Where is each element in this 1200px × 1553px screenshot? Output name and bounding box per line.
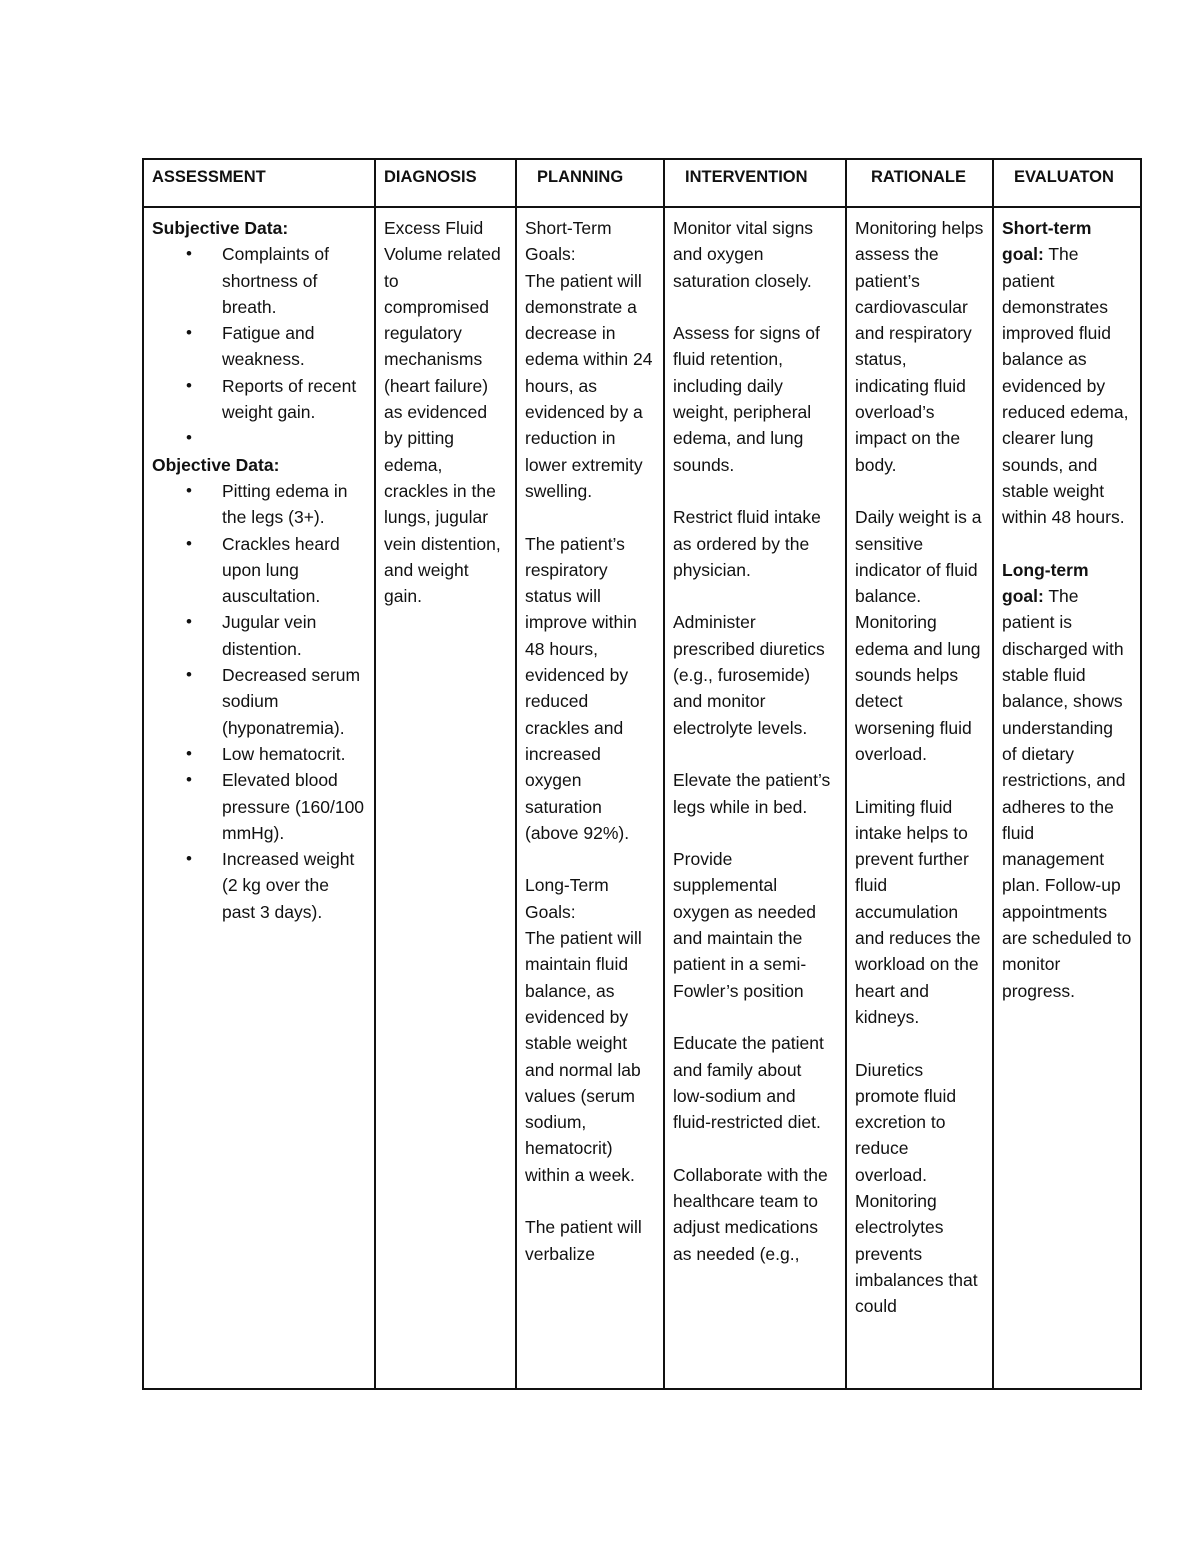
evaluation-long-term-label: Long-term goal: (1002, 559, 1089, 607)
rationale-item: Daily weight is a sensitive indicator of fluid balance. Monitoring edema and lung sounds helps detect worsening fluid overload. (855, 507, 982, 764)
header-assessment: ASSESSMENT (143, 159, 375, 207)
list-item: • Crackles heard upon lung auscultation. (222, 531, 366, 610)
evaluation-short-term-text: The patient demonstrates improved fluid balance as evidenced by reduced edema, clearer lung sounds, and stable weight within 48 hours. (1002, 244, 1129, 528)
evaluation-cell (993, 207, 1141, 1389)
header-row (143, 159, 1141, 207)
rationale-item: Limiting fluid intake helps to prevent further fluid accumulation and reduces the workload on the heart and kidneys. (855, 796, 981, 1027)
long-term-goal-1: The patient will maintain fluid balance, as evidenced by stable weight and normal lab values (serum sodium, hematocrit) within a week. (525, 928, 642, 1185)
short-term-goals-label: Short-Term Goals: (525, 218, 612, 265)
evaluation-long-term-text: The patient is discharged with stable fluid balance, shows understanding of dietary restrictions, and adheres to the fluid management plan. Follow-up appointments are scheduled to monitor progress. (1002, 586, 1132, 1001)
intervention-item: Restrict fluid intake as ordered by the physician. (673, 507, 821, 580)
objective-data-label: Objective Data: (152, 454, 280, 475)
list-item: • Pitting edema in the legs (3+). (222, 478, 366, 531)
nursing-care-plan-table (142, 158, 1142, 1390)
intervention-item: Monitor vital signs and oxygen saturation closely. (673, 218, 814, 291)
header-intervention: INTERVENTION (664, 159, 846, 207)
assessment-cell (143, 207, 375, 1389)
subjective-data-list (152, 241, 366, 451)
list-item-empty (222, 425, 366, 451)
header-planning: PLANNING (516, 159, 664, 207)
rationale-cell (846, 207, 993, 1389)
header-diagnosis: DIAGNOSIS (375, 159, 516, 207)
evaluation-long-term (1002, 557, 1132, 1004)
list-item: • Fatigue and weakness. (222, 320, 366, 373)
intervention-item: Administer prescribed diuretics (e.g., furosemide) and monitor electrolyte levels. (673, 612, 825, 738)
list-item: • Elevated blood pressure (160/100 mmHg). (222, 767, 366, 846)
diagnosis-text: Excess Fluid Volume related to compromised regulatory mechanisms (heart failure) as evidenced by pitting edema, crackles in the lungs, jugular vein distention, and weight gain. (384, 218, 501, 607)
objective-data-list (152, 478, 366, 925)
planning-cell (516, 207, 664, 1389)
list-item: • Decreased serum sodium (hyponatremia). (222, 662, 366, 741)
evaluation-short-term-label: Short-term goal: (1002, 218, 1092, 265)
rationale-item: Diuretics promote fluid excretion to reduce overload. Monitoring electrolytes prevents imbalances that could (855, 1059, 978, 1317)
list-item: • Reports of recent weight gain. (222, 373, 366, 426)
list-item: • Jugular vein distention. (222, 609, 366, 662)
list-item: • Increased weight (2 kg over the past 3 days). (222, 846, 366, 925)
intervention-item: Elevate the patient’s legs while in bed. (673, 770, 831, 817)
intervention-item: Assess for signs of fluid retention, including daily weight, peripheral edema, and lung sounds. (673, 323, 820, 475)
long-term-goals-label: Long-Term Goals: (525, 875, 609, 922)
header-evaluation: EVALUATON (993, 159, 1141, 207)
intervention-cell (664, 207, 846, 1389)
short-term-goal-2: The patient’s respiratory status will improve within 48 hours, evidenced by reduced crackles and increased oxygen saturation (above 92%). (525, 533, 637, 843)
diagnosis-cell (375, 207, 516, 1389)
long-term-goal-2: The patient will verbalize (525, 1217, 642, 1264)
rationale-item: Monitoring helps assess the patient’s cardiovascular and respiratory status, indicating fluid overload’s impact on the body. (855, 218, 984, 475)
subjective-data-label: Subjective Data: (152, 218, 289, 238)
evaluation-short-term (1002, 215, 1132, 531)
short-term-goal-1: The patient will demonstrate a decrease in edema within 24 hours, as evidenced by a reduction in lower extremity swelling. (525, 270, 653, 501)
list-item: • Complaints of shortness of breath. (222, 241, 366, 320)
list-item: • Low hematocrit. (222, 741, 366, 767)
content-row (143, 207, 1141, 1389)
intervention-item: Provide supplemental oxygen as needed and maintain the patient in a semi-Fowler’s position (673, 849, 817, 1001)
header-rationale: RATIONALE (846, 159, 993, 207)
intervention-item: Collaborate with the healthcare team to adjust medications as needed (e.g., (673, 1164, 828, 1264)
intervention-item: Educate the patient and family about low-sodium and fluid-restricted diet. (673, 1033, 824, 1133)
